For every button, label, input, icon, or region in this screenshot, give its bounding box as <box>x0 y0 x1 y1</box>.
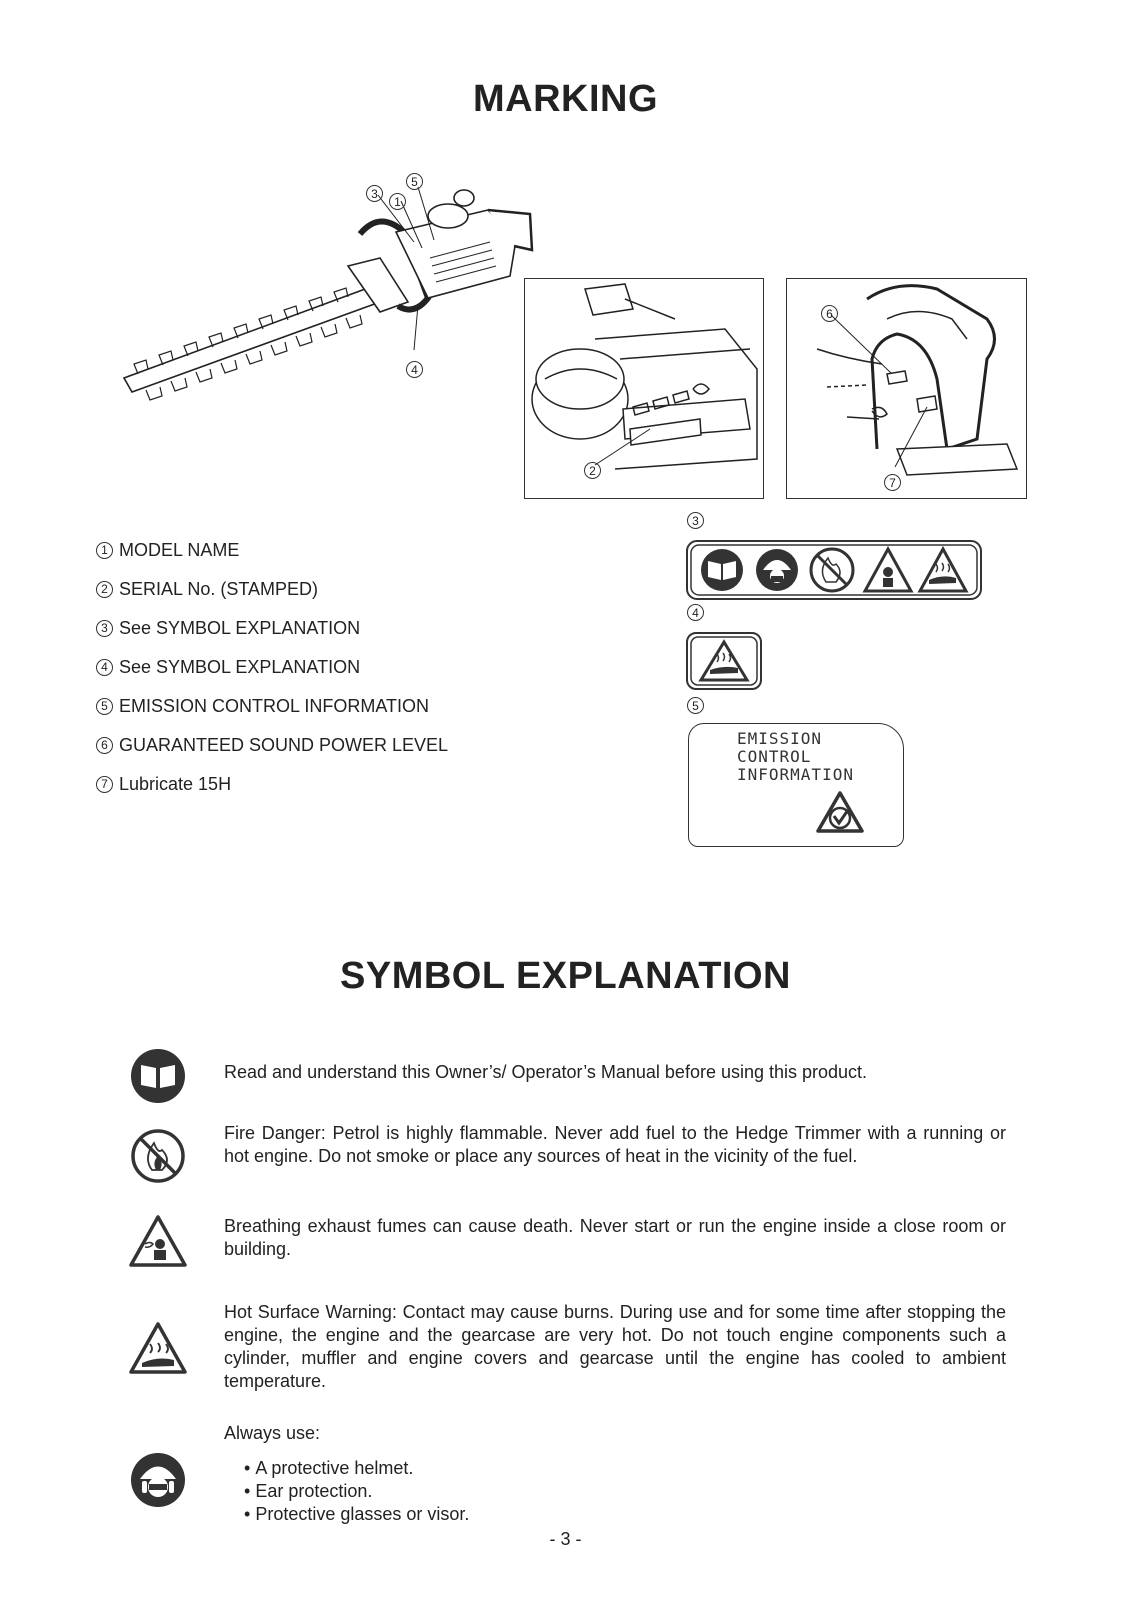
ppe-bullet-list <box>244 1457 469 1526</box>
callout-6: 6 <box>821 305 838 322</box>
rcm-compliance-icon <box>815 790 865 834</box>
label-safety-symbols <box>686 540 982 600</box>
callout-7: 7 <box>884 474 901 491</box>
legend-item-emission-control: 5 EMISSION CONTROL INFORMATION <box>96 694 429 718</box>
page-number: - 3 - <box>549 1529 582 1549</box>
list-item: • A protective helmet. <box>244 1457 469 1480</box>
symbol-text-manual: Read and understand this Owner’s/ Operator’s Manual before using this product. <box>224 1062 868 1082</box>
legend-item-serial-no: 2 SERIAL No. (STAMPED) <box>96 577 318 601</box>
hedge-trimmer-illustration <box>118 170 538 410</box>
legend-item-symbol-explanation-3: 3 See SYMBOL EXPLANATION <box>96 616 360 640</box>
label-hot-surface <box>686 632 762 690</box>
legend-item-lubricate: 7 Lubricate 15H <box>96 772 231 796</box>
symbol-text-hot-surface: Hot Surface Warning: Contact may cause burns. During use and for some time after stopping the engine, the engine and the gearcase are very hot. Do not touch engine components such a cylinder, muffler and engine covers and gearcase until the engine has cooled to ambient temperature. <box>224 1302 1006 1391</box>
ppe-icon <box>130 1452 186 1508</box>
label-3-number: 3 <box>687 512 704 529</box>
detail-serial-number <box>524 278 764 499</box>
marking-title: MARKING <box>472 78 659 120</box>
list-item: • Protective glasses or visor. <box>244 1503 469 1526</box>
symbol-text-fire-danger: Fire Danger: Petrol is highly flammable. Never add fuel to the Hedge Trimmer with a running or hot engine. Do not smoke or place any sources of heat in the vicinity of the fuel. <box>224 1123 1006 1166</box>
no-fire-icon <box>130 1128 186 1184</box>
emission-line-3: INFORMATION <box>737 765 854 784</box>
legend-item-model-name: 1 MODEL NAME <box>96 538 239 562</box>
emission-line-1: EMISSION <box>737 729 823 748</box>
symbol-explanation-title: SYMBOL EXPLANATION <box>340 955 791 997</box>
manual-icon <box>130 1048 186 1104</box>
legend-item-sound-power: 6 GUARANTEED SOUND POWER LEVEL <box>96 733 448 757</box>
label-emission-control <box>688 723 904 847</box>
callout-1: 1 <box>389 193 406 210</box>
hot-surface-icon <box>128 1321 188 1375</box>
exhaust-warning-icon <box>128 1214 188 1268</box>
symbol-text-always-use: Always use: <box>224 1423 321 1443</box>
callout-3: 3 <box>366 185 383 202</box>
label-5-number: 5 <box>687 697 704 714</box>
legend-item-symbol-explanation-4: 4 See SYMBOL EXPLANATION <box>96 655 360 679</box>
callout-5: 5 <box>406 173 423 190</box>
symbol-text-exhaust: Breathing exhaust fumes can cause death. Never start or run the engine inside a close room or building. <box>224 1216 1006 1259</box>
callout-4: 4 <box>406 361 423 378</box>
list-item: • Ear protection. <box>244 1480 469 1503</box>
emission-line-2: CONTROL <box>737 747 812 766</box>
label-4-number: 4 <box>687 604 704 621</box>
callout-2: 2 <box>584 462 601 479</box>
